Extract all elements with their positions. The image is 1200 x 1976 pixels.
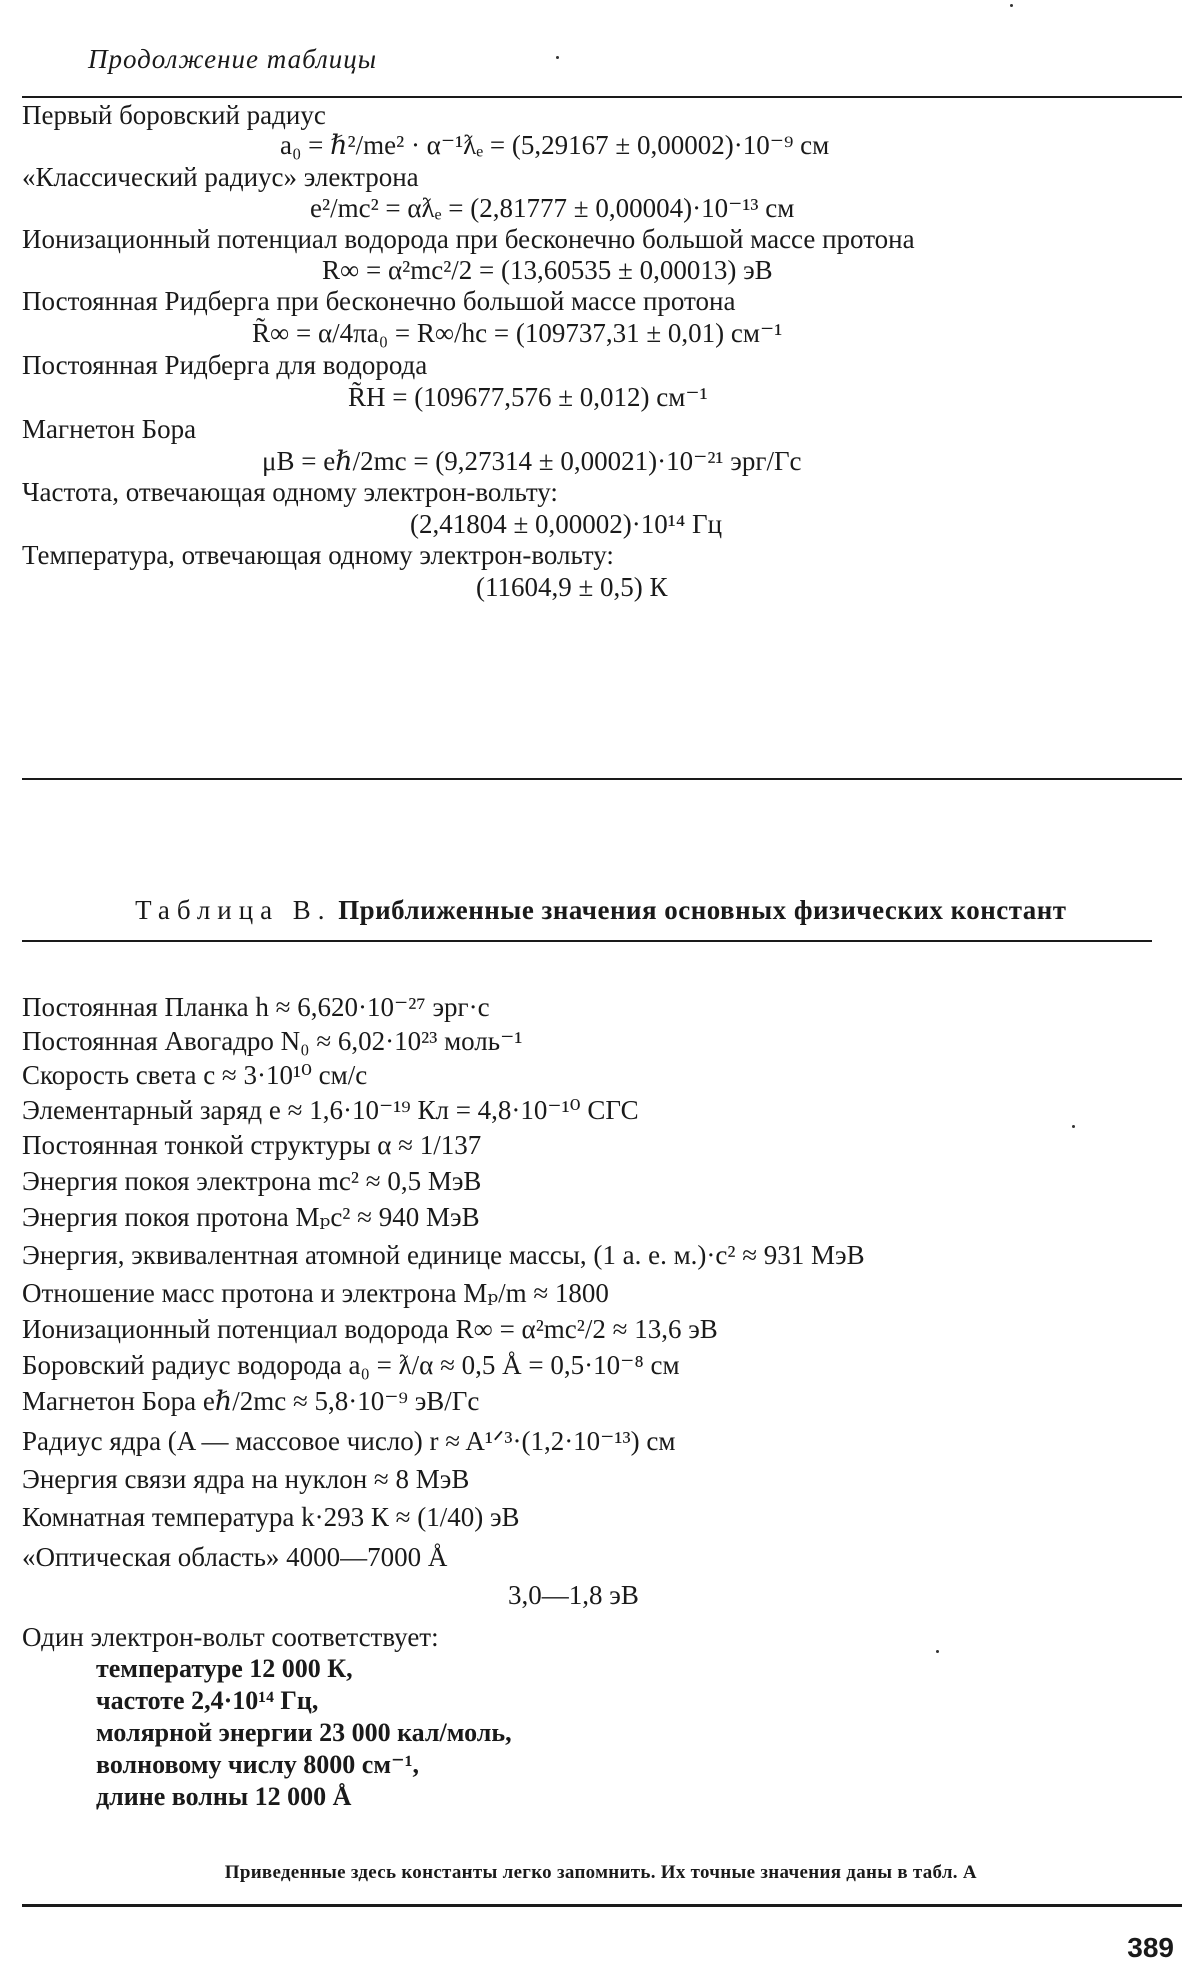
constant-row: Энергия покоя протона Mₚc² ≈ 940 МэВ	[22, 1202, 480, 1232]
constant-row: Энергия связи ядра на нуклон ≈ 8 МэВ	[22, 1464, 470, 1494]
ev-equivalent: длине волны 12 000 Å	[96, 1782, 352, 1811]
constant-row: Магнетон Бора eℏ/2mc ≈ 5,8·10⁻⁹ эВ/Гс	[22, 1386, 480, 1416]
constant-row: Радиус ядра (A — массовое число) r ≈ A¹ᐟ³·(1,2·10⁻¹³) см	[22, 1426, 676, 1456]
constant-row: Комнатная температура k·293 К ≈ (1/40) эВ	[22, 1502, 520, 1532]
constant-row: «Оптическая область» 4000—7000 Å	[22, 1542, 448, 1572]
ev-intro: Один электрон-вольт соответствует:	[22, 1622, 439, 1652]
constant-row: Постоянная Планка h ≈ 6,620·10⁻²⁷ эрг·с	[22, 992, 490, 1022]
page-number: 389	[1127, 1932, 1174, 1963]
entry-formula: e²/mc² = αƛₑ = (2,81777 ± 0,00004)·10⁻¹³ см	[310, 193, 795, 223]
entry-label: Постоянная Ридберга при бесконечно большой массе протона	[22, 286, 736, 316]
entry-label: Первый боровский радиус	[22, 100, 326, 130]
entry-label: Температура, отвечающая одному электрон-вольту:	[22, 540, 614, 570]
caption-rule	[22, 940, 1152, 942]
constant-row: Скорость света c ≈ 3·10¹⁰ см/с	[22, 1060, 368, 1090]
entry-formula: R̃∞ = α/4πa₀ = R∞/hc = (109737,31 ± 0,01) см⁻¹	[252, 318, 783, 348]
entry-formula: R∞ = α²mc²/2 = (13,60535 ± 0,00013) эВ	[322, 255, 773, 285]
entry-formula: (2,41804 ± 0,00002)·10¹⁴ Гц	[410, 509, 723, 539]
entry-formula: R̃H = (109677,576 ± 0,012) см⁻¹	[348, 382, 708, 412]
entry-label: Постоянная Ридберга для водорода	[22, 350, 428, 380]
scan-speck	[556, 56, 559, 59]
ev-equivalent: температуре 12 000 К,	[96, 1654, 353, 1683]
constant-row: Энергия, эквивалентная атомной единице массы, (1 а. е. м.)·c² ≈ 931 МэВ	[22, 1240, 865, 1270]
top-rule	[22, 96, 1182, 98]
constant-row: Боровский радиус водорода a₀ = ƛ/α ≈ 0,5 Å = 0,5·10⁻⁸ см	[22, 1350, 680, 1380]
scan-speck	[936, 1650, 939, 1653]
table-b-note: Приведенные здесь константы легко запомнить. Их точные значения даны в табл. А	[224, 1862, 977, 1883]
optical-ev-value: 3,0—1,8 эВ	[508, 1580, 639, 1610]
ev-equivalent: волновому числу 8000 см⁻¹,	[96, 1750, 420, 1779]
entry-label: Ионизационный потенциал водорода при бесконечно большой массе протона	[22, 224, 915, 254]
scan-speck	[1072, 1125, 1075, 1128]
constant-row: Постоянная тонкой структуры α ≈ 1/137	[22, 1130, 482, 1160]
constant-row: Ионизационный потенциал водорода R∞ = α²mc²/2 ≈ 13,6 эВ	[22, 1314, 718, 1344]
table-b-label: Таблица В.	[135, 895, 332, 925]
table-b-caption	[22, 895, 1180, 926]
constant-row: Энергия покоя электрона mc² ≈ 0,5 МэВ	[22, 1166, 482, 1196]
ev-equivalent: частоте 2,4·10¹⁴ Гц,	[96, 1686, 319, 1715]
entry-formula: μB = eℏ/2mc = (9,27314 ± 0,00021)·10⁻²¹ эрг/Гс	[262, 446, 802, 476]
entry-formula: a₀ = ℏ²/me² · α⁻¹ƛₑ = (5,29167 ± 0,00002)·10⁻⁹ см	[280, 130, 830, 160]
entry-label: Частота, отвечающая одному электрон-вольту:	[22, 477, 558, 507]
constant-row: Постоянная Авогадро N₀ ≈ 6,02·10²³ моль⁻¹	[22, 1026, 523, 1056]
ev-equivalent: молярной энергии 23 000 кал/моль,	[96, 1718, 512, 1747]
constant-row: Отношение масс протона и электрона Mₚ/m ≈ 1800	[22, 1278, 609, 1308]
scan-speck	[1010, 4, 1013, 7]
continuation-title: Продолжение таблицы	[88, 44, 378, 74]
table-end-rule	[22, 778, 1182, 780]
entry-label: «Классический радиус» электрона	[22, 162, 419, 192]
constant-row: Элементарный заряд e ≈ 1,6·10⁻¹⁹ Кл = 4,8·10⁻¹⁰ СГС	[22, 1095, 639, 1125]
table-b-title: Приближенные значения основных физических констант	[338, 895, 1067, 925]
bottom-rule	[22, 1904, 1182, 1907]
entry-formula: (11604,9 ± 0,5) К	[476, 572, 668, 602]
entry-label: Магнетон Бора	[22, 414, 197, 444]
